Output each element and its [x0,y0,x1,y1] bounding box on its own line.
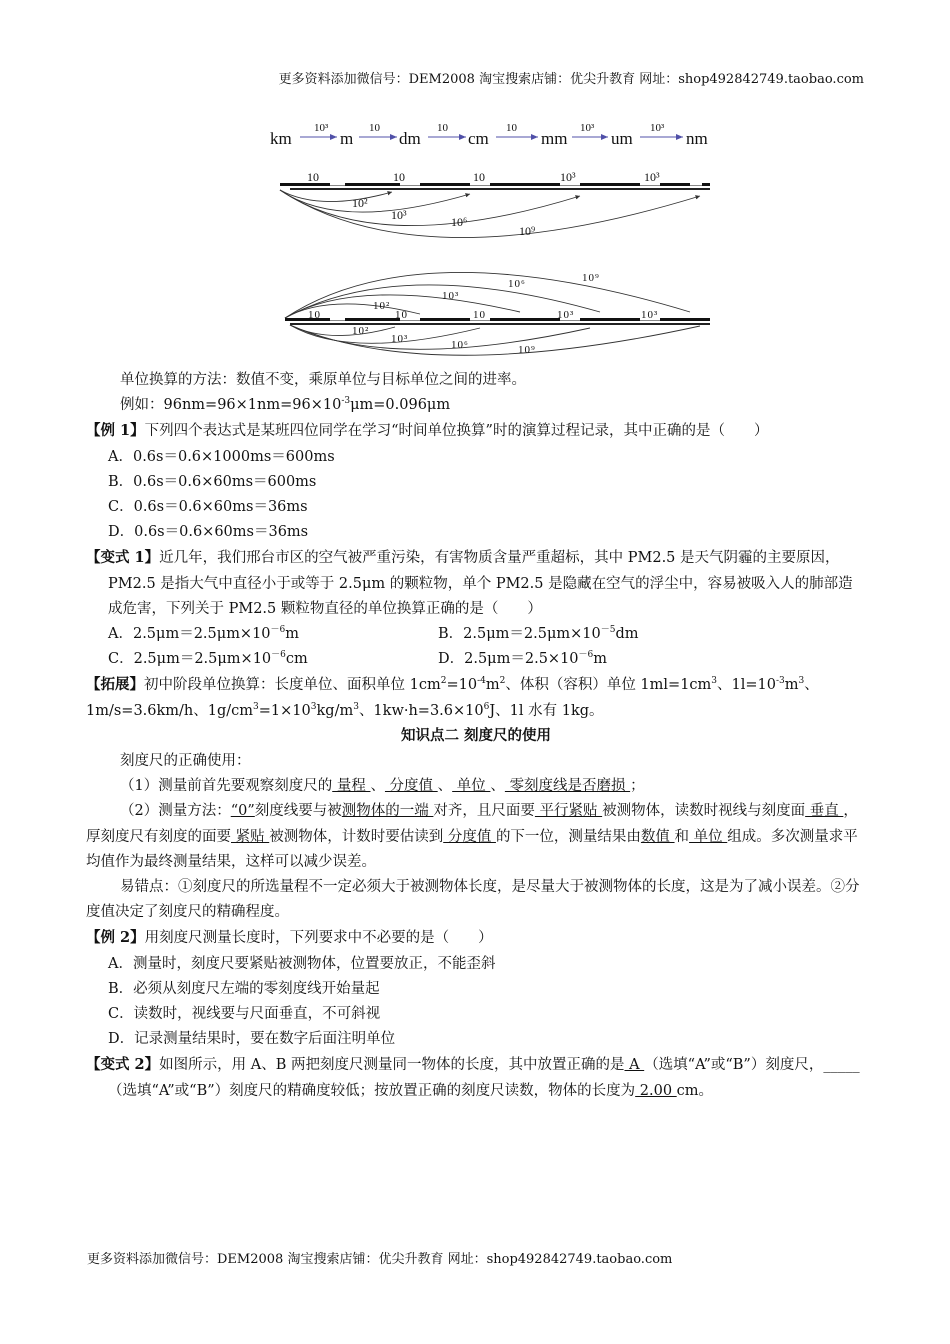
arc-label: 10³ [391,333,409,345]
step-1: （1）测量前首先要观察刻度尺的 量程 、 分度值 、 单位 、 零刻度线是否磨损 ； [120,778,645,795]
scale-bar-1 [280,183,710,190]
option-a: A．0.6s＝0.6×1000ms＝600ms [108,448,335,465]
unit-conversion-diagram [0,0,950,365]
arc-label: 10⁶ [508,278,526,290]
unit-um: um [611,129,633,148]
page-footer: 更多资料添加微信号：DEM2008 淘宝搜索店铺：优尖升教育 网址：shop492842749.taobao.com [87,1252,673,1267]
variant-1: 【变式 1】近几年，我们邢台市区的空气被严重污染，有害物质含量严重超标，其中 PM2.5 是天气阴霾的主要原因，PM2.5 是指大气中直径小于或等于 2.5μm 的颗粒物，单个 PM2.5 是隐藏在空气的浮尘中，容易被吸入人的肺部造成危害，下列关于 PM2.5 颗粒物直径的单位换算正确的是（ ） [86,549,853,617]
correct-use-line: 刻度尺的正确使用： [120,753,251,770]
option-b: B．0.6s＝0.6×60ms＝600ms [108,473,317,490]
options-row-ab [86,622,866,647]
unit-mm: mm [541,129,568,148]
arc-label: 10³ [442,290,460,302]
step-2: （2）测量方法：“0”刻度线要与被测物体的一端 对齐，且尺面要 平行紧贴 被测物体，读数时视线与刻度面 垂直 ，厚刻度尺有刻度的面要 紧贴 被测物体，计数时要估读到 分度值 的下一位，测量结果由数值 和 单位 组成。多次测量求平均值作为最终测量结果，这样可以减少误差。 [86,803,858,870]
option-c: C．0.6s＝0.6×60ms＝36ms [108,499,308,516]
rate-label: 10³ [650,122,665,134]
arc-label: 10² [352,196,368,210]
small-label: 10 [393,170,405,184]
arc-label: 10² [352,325,370,337]
rate-label: 10³ [580,122,595,134]
unit-nm: nm [686,129,708,148]
method-line: 单位换算的方法：数值不变，乘原单位与目标单位之间的进率。 [120,372,526,388]
small-label: 10³ [641,309,659,321]
arc-label: 10⁶ [451,339,469,351]
small-label: 10 [308,309,321,321]
rate-label: 10 [369,122,380,134]
unit-m: m [340,129,354,148]
small-label: 10³ [557,309,575,321]
options-row-cd [86,647,866,672]
arc-label: 10³ [391,208,407,222]
small-label: 10³ [560,170,576,184]
section-title: 知识点二 刻度尺的使用 [400,727,552,744]
arc-label: 10⁹ [582,272,600,284]
unit-dm: dm [399,129,421,148]
option-a: A．测量时，刻度尺要紧贴被测物体，位置要放正，不能歪斜 [108,955,496,972]
arc-label: 10⁹ [518,344,536,356]
option-b: B．必须从刻度尺左端的零刻度线开始量起 [108,980,380,997]
error-points: 易错点：①刻度尺的所选量程不一定必须大于被测物体长度，是尽量大于被测物体的长度，这是为了减小误差。②分度值决定了刻度尺的精确程度。 [86,879,860,921]
rate-label: 10³ [314,122,329,134]
arc-label: 10⁹ [519,224,536,238]
arc-label: 10⁶ [451,215,468,229]
small-label: 10 [395,309,408,321]
option-c: C．读数时，视线要与尺面垂直，不可斜视 [108,1006,381,1023]
option-a: A．$2.5\mu m=2.5\mu m\times 10^{-6}m$ [108,625,300,643]
unit-cm: cm [468,129,489,148]
extension: 【拓展】初中阶段单位换算：长度单位、面积单位 $1cm^2=10^{-4}m^2$、体积（容积）单位 $1ml=1cm^3$、$1l=10^{-3}m^3$、1m/s=3.6km/h、$1g/cm^3=1\times 10^3kg/m^3$、$1kw\cdot h=3.6\times 10^6J$、1l 水有 1kg。 [86,676,819,719]
option-d: D．$2.5\mu m=2.5\times 10^{-6}m$ [438,650,608,668]
option-b: B．$2.5\mu m=2.5\mu m\times 10^{-5}dm$ [438,625,639,643]
main-content [86,368,866,1104]
variant-2: 【变式 2】如图所示，用 A、B 两把刻度尺测量同一物体的长度，其中放置正确的是 A （选填“A”或“B”）刻度尺，_____（选填“A”或“B”）刻度尺的精确度较低；按放置正确的刻度尺读数，物体的长度为 2.00 cm。 [86,1056,860,1099]
small-label: 10 [307,170,319,184]
option-d: D．记录测量结果时，要在数字后面注明单位 [108,1031,396,1048]
rate-label: 10 [437,122,448,134]
arc-label: 10² [373,300,391,312]
unit-km: km [270,129,292,148]
page-header: 更多资料添加微信号：DEM2008 淘宝搜索店铺：优尖升教育 网址：shop492842749.taobao.com [278,72,864,87]
option-c: C．$2.5\mu m=2.5\mu m\times 10^{-6}cm$ [108,650,308,668]
example-1: 【例 1】下列四个表达式是某班四位同学在学习“时间单位换算”时的演算过程记录，其中正确的是（ ） [86,422,769,440]
option-d: D．0.6s＝0.6×60ms＝36ms [108,524,309,541]
small-label: 10 [473,309,486,321]
small-label: 10 [473,170,485,184]
rate-label: 10 [506,122,517,134]
small-label: 10³ [644,170,660,184]
example-line: 例如：$96nm=96\times 1nm=96\times 10^{-3}\mu m=0.096\mu m$ [120,396,451,414]
example-2: 【例 2】用刻度尺测量长度时，下列要求中不必要的是（ ） [86,929,493,947]
